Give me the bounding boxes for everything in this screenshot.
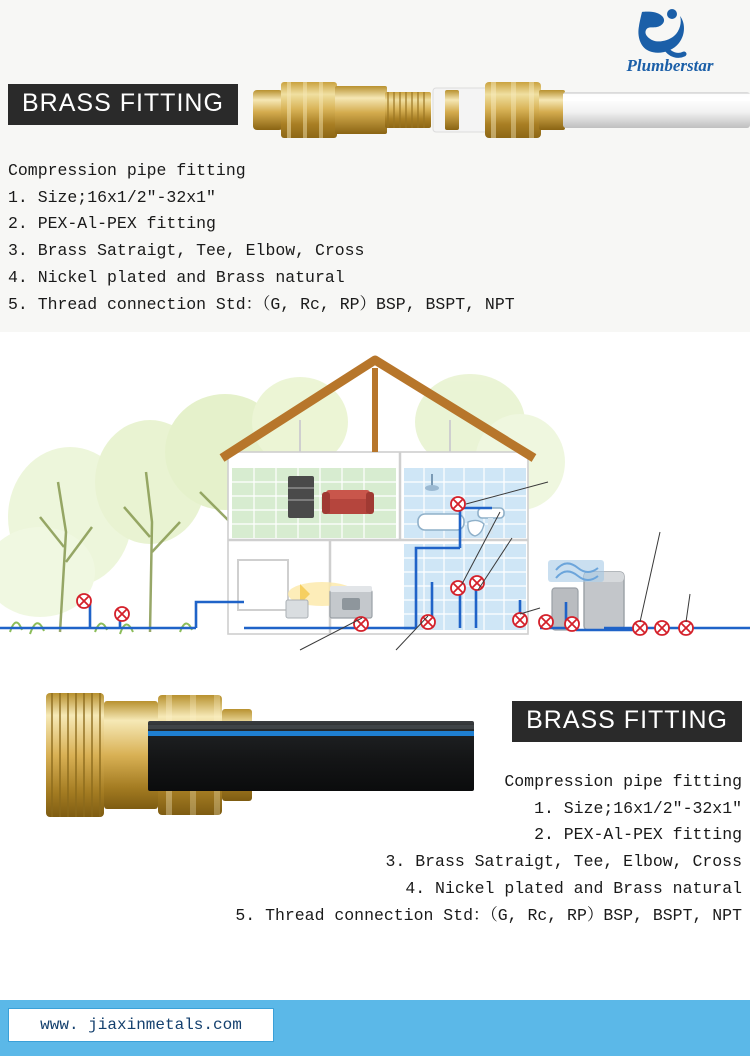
spec-line: Compression pipe fitting bbox=[504, 772, 742, 791]
spec-list-top bbox=[8, 158, 528, 318]
spec-line: Compression pipe fitting bbox=[8, 161, 246, 180]
spec-line: 5. Thread connection Std：（G, Rc, RP）BSP, BSPT, NPT bbox=[235, 905, 742, 925]
website-url[interactable]: www. jiaxinmetals.com bbox=[8, 1008, 274, 1042]
spec-line: 1. Size;16x1/2″-32x1″ bbox=[534, 798, 742, 818]
plumber-figure-icon bbox=[636, 8, 692, 58]
spec-line: 4. Nickel plated and Brass natural bbox=[8, 267, 345, 287]
spec-list-bottom bbox=[2, 769, 742, 929]
spec-line: 4. Nickel plated and Brass natural bbox=[405, 878, 742, 898]
bottom-product-section bbox=[0, 657, 750, 1056]
spec-line: 3. Brass Satraigt, Tee, Elbow, Cross bbox=[385, 852, 742, 872]
footer-bar bbox=[0, 1000, 750, 1056]
spec-line: 2. PEX-Al-PEX fitting bbox=[8, 214, 216, 234]
page-title-top: BRASS FITTING bbox=[8, 84, 238, 125]
spec-line: 1. Size;16x1/2″-32x1″ bbox=[8, 187, 216, 207]
spec-line: 5. Thread connection Std：（G, Rc, RP）BSP, BSPT, NPT bbox=[8, 294, 515, 314]
house-plumbing-diagram bbox=[0, 332, 750, 657]
brand-logo bbox=[600, 8, 740, 78]
brand-name: Plumberstar bbox=[626, 56, 714, 75]
spec-line: 2. PEX-Al-PEX fitting bbox=[534, 825, 742, 845]
top-product-section bbox=[0, 0, 750, 332]
house-diagram-graphic bbox=[0, 332, 750, 657]
spec-line: 3. Brass Satraigt, Tee, Elbow, Cross bbox=[8, 241, 365, 261]
page-title-bottom: BRASS FITTING bbox=[512, 701, 742, 742]
